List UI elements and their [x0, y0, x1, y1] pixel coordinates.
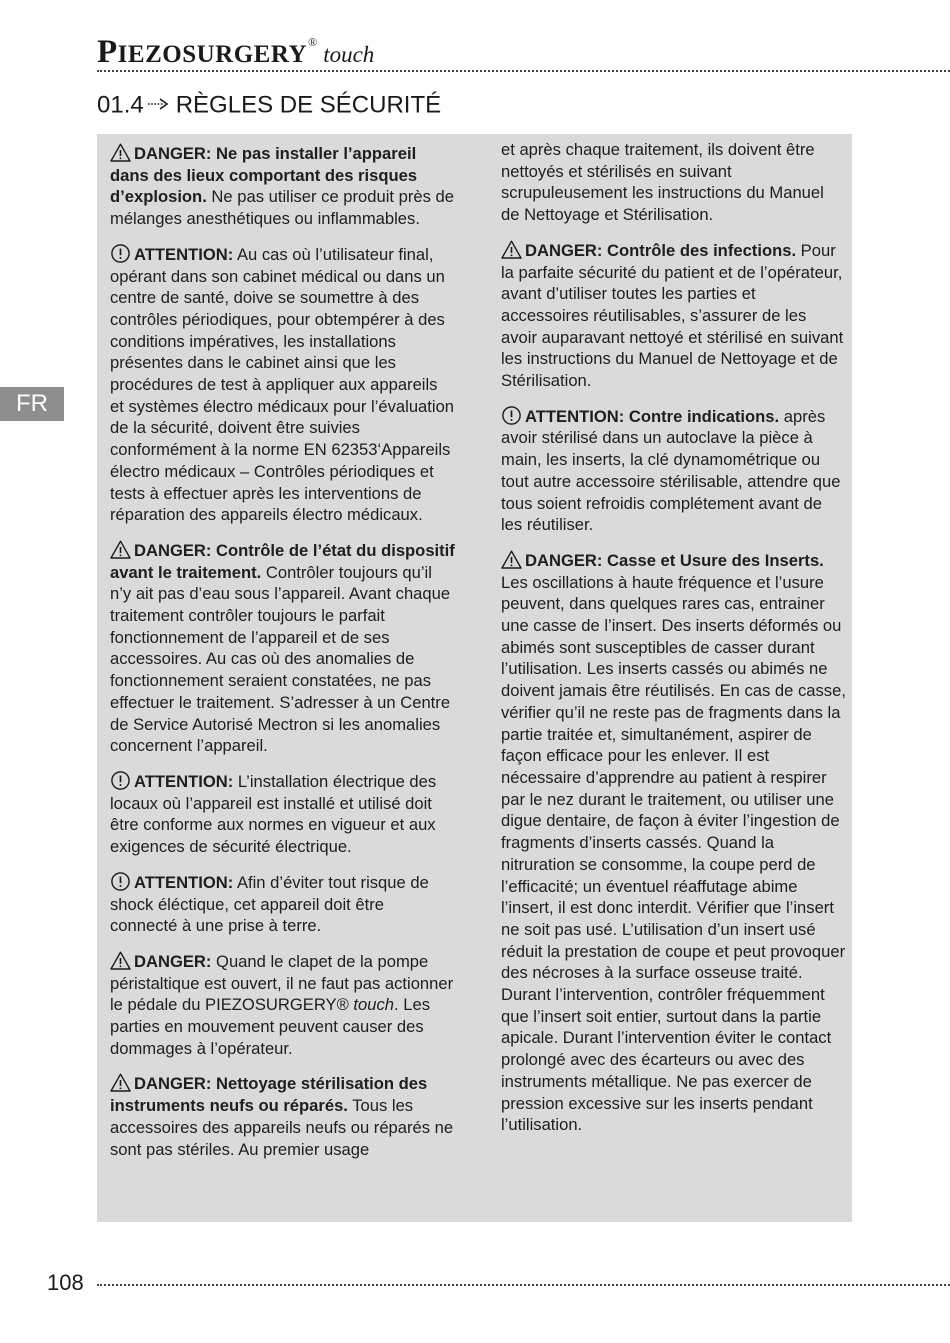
notice-body: L’installation électrique des locaux où l’appareil est installé et utilisé doit être conforme aux normes en vigueur et aux exigences de sécurité électrique.: [110, 771, 437, 857]
warning-triangle-icon: [110, 1073, 131, 1092]
warning-triangle-icon: [110, 540, 131, 559]
sterilisation-continuation: et après chaque traitement, ils doivent être nettoyés et stérilisés en suivant scrupuleusement les instructions du Manuel de Nettoyage et Stérilisation.: [501, 140, 824, 225]
notice-lead: Casse et Usure des Inserts.: [602, 550, 824, 570]
notice-label: ATTENTION:: [525, 406, 625, 426]
warning-triangle-icon: [501, 550, 522, 569]
notice-body: Les oscillations à haute fréquence et l’usure peuvent, dans quelques rares cas, entrainer une casse de l’insert. Des inserts déformés ou abimés sont susceptibles de casser durant l’utilisation. Les inserts cassés ou abimés ne doivent jamais être réutilisés. En cas de casse, vérifier qu’il ne reste pas de fragments dans la partie traitée et, simultanément, aspirer de façon efficace pour les enlever. Il est nécessaire d’apprendre au patient à respirer par le nez durant le traitement, ou utiliser une digue dentaire, de façon à éviter l’ingestion de fragments d’inserts cassés. Quand la nitruration se consomme, la coupe perd de l’efficacité; un éventuel réaffutage abime l’insert, il est donc interdit. Vérifier que l’insert ne soit pas usé. L’utilisation d’un insert usé réduit la prestation de coupe et peut provoquer des nécroses à la surface osseuse traité. Durant l’intervention, contrôler fréquemment que l’insert soit entier, surtout dans la partie apicale. Durant l’intervention éviter le contact prolongé avec des écarteurs ou avec des instruments métallique. Ne pas exercer de pression excessive sur les inserts pendant l’utilisation.: [501, 572, 846, 1135]
notice-lead: Nettoyage stérilisation des instruments neufs ou réparés.: [110, 1074, 428, 1116]
notice-danger-pump-clamp: [110, 951, 455, 1060]
brand-touch: touch: [323, 42, 375, 67]
notice-body: Pour la parfaite sécurité du patient et de l’opérateur, avant d’utiliser toutes les parties et accessoires réutilisables, s’assurer de les avoir auparavant nettoyé et stérilisé en suivant les instructions du Manuel de Nettoyage et de Stérilisation.: [501, 240, 844, 391]
section-title: [97, 90, 441, 122]
notice-label: DANGER:: [134, 1074, 212, 1094]
warning-triangle-icon: [501, 240, 522, 259]
header-dotted-rule: [97, 70, 950, 72]
notice-lead: Contrôle des infections.: [602, 240, 797, 260]
notice-lead: Contrôle de l’état du dispositif avant le traitement.: [110, 540, 455, 582]
right-column: [501, 139, 846, 1136]
notice-danger-infection-control: [501, 240, 846, 392]
notice-label: DANGER:: [134, 951, 212, 971]
notice-brand-italic: touch: [353, 995, 395, 1015]
page-number: 108: [47, 1270, 84, 1295]
notice-attention-periodic-controls: [110, 244, 455, 526]
notice-danger-insert-breakage: [501, 550, 846, 1136]
notice-label: DANGER:: [525, 240, 603, 260]
warning-triangle-icon: [110, 143, 131, 162]
brand-logo: [97, 34, 374, 74]
notice-label: DANGER:: [525, 550, 603, 570]
notice-body: Quand le clapet de la pompe péristaltique est ouvert, il ne faut pas actionner le pédale du PIEZOSURGERY®: [110, 951, 454, 1015]
footer-dotted-rule: [97, 1284, 950, 1286]
notice-label: DANGER:: [134, 540, 212, 560]
notice-attention-electrical-installation: [110, 771, 455, 858]
notice-label: ATTENTION:: [134, 244, 234, 264]
exclamation-circle-icon: [110, 872, 131, 891]
brand-name: [97, 34, 308, 70]
notice-danger-explosion: [110, 143, 455, 230]
exclamation-circle-icon: [501, 406, 522, 425]
notice-label: DANGER:: [134, 144, 212, 163]
notice-body: Afin d’éviter tout risque de shock éléctique, cet appareil doit être connecté à une prise à terre.: [110, 872, 429, 936]
left-column: [110, 143, 455, 1160]
notice-body: Ne pas utiliser ce produit près de mélanges anesthétiques ou inflammables.: [110, 187, 455, 229]
notice-label: ATTENTION:: [134, 872, 234, 892]
warning-triangle-icon: [110, 951, 131, 970]
brand-rest: IEZOSURGERY: [117, 41, 308, 68]
registered-mark: ®: [308, 35, 318, 49]
brand-initial: P: [97, 34, 118, 70]
language-tab: FR: [0, 387, 64, 421]
section-number: 01.4: [97, 91, 144, 119]
notice-body: Tous les accessoires des appareils neufs ou réparés ne sont pas stériles. Au premier usage: [110, 1096, 454, 1159]
notice-body: Contrôler toujours qu’il n’y ait pas d’eau sous l’appareil. Avant chaque traitement contrôler toujours le parfait fonctionnement de l’appareil et de ses accessoires. Au cas où des anomalies de fonctionnement seraient constatées, ne pas effectuer le traitement. S’adresser à un Centre de Service Autorisé Mectron si les anomalies concernent l’appareil.: [110, 562, 451, 756]
notice-lead: Contre indications.: [624, 406, 780, 426]
notice-lead: Ne pas installer l’appareil dans des lieux comportant des risques d’explosion.: [110, 144, 418, 207]
dotted-arrow-icon: [148, 90, 170, 118]
exclamation-circle-icon: [110, 771, 131, 790]
notice-body: Au cas où l’utilisateur final, opérant dans son cabinet médical ou dans un centre de santé, doive se soumettre à des contrôles périodiques, pour obtempérer à des conditions impératives, les installations présentes dans le cabinet ainsi que les procédures de test à appliquer aux appareils et systèmes électro médicaux pour l’évaluation de la sécurité, doivent être suivies conformément à la norme EN 62353‘Appareils électro médicaux – Contrôles périodiques et tests à effectuer après les interventions de réparation des appareils électro médicaux.: [110, 244, 455, 525]
notice-danger-device-check: [110, 540, 455, 757]
notice-attention-contraindications: [501, 406, 846, 536]
notice-label: ATTENTION:: [134, 771, 234, 791]
notice-body: après avoir stérilisé dans un autoclave la pièce à main, les inserts, la clé dynamométrique ou tout autre accessoire stérilisable, attendre que tous soient refroidis complétement avant de les réutiliser.: [501, 406, 841, 535]
section-heading: RÈGLES DE SÉCURITÉ: [175, 91, 442, 119]
notice-danger-sterilisation: [110, 1073, 455, 1160]
exclamation-circle-icon: [110, 244, 131, 263]
notice-body-tail: . Les parties en mouvement peuvent causer des dommages à l’opérateur.: [110, 995, 430, 1058]
notice-attention-grounding: [110, 872, 455, 937]
